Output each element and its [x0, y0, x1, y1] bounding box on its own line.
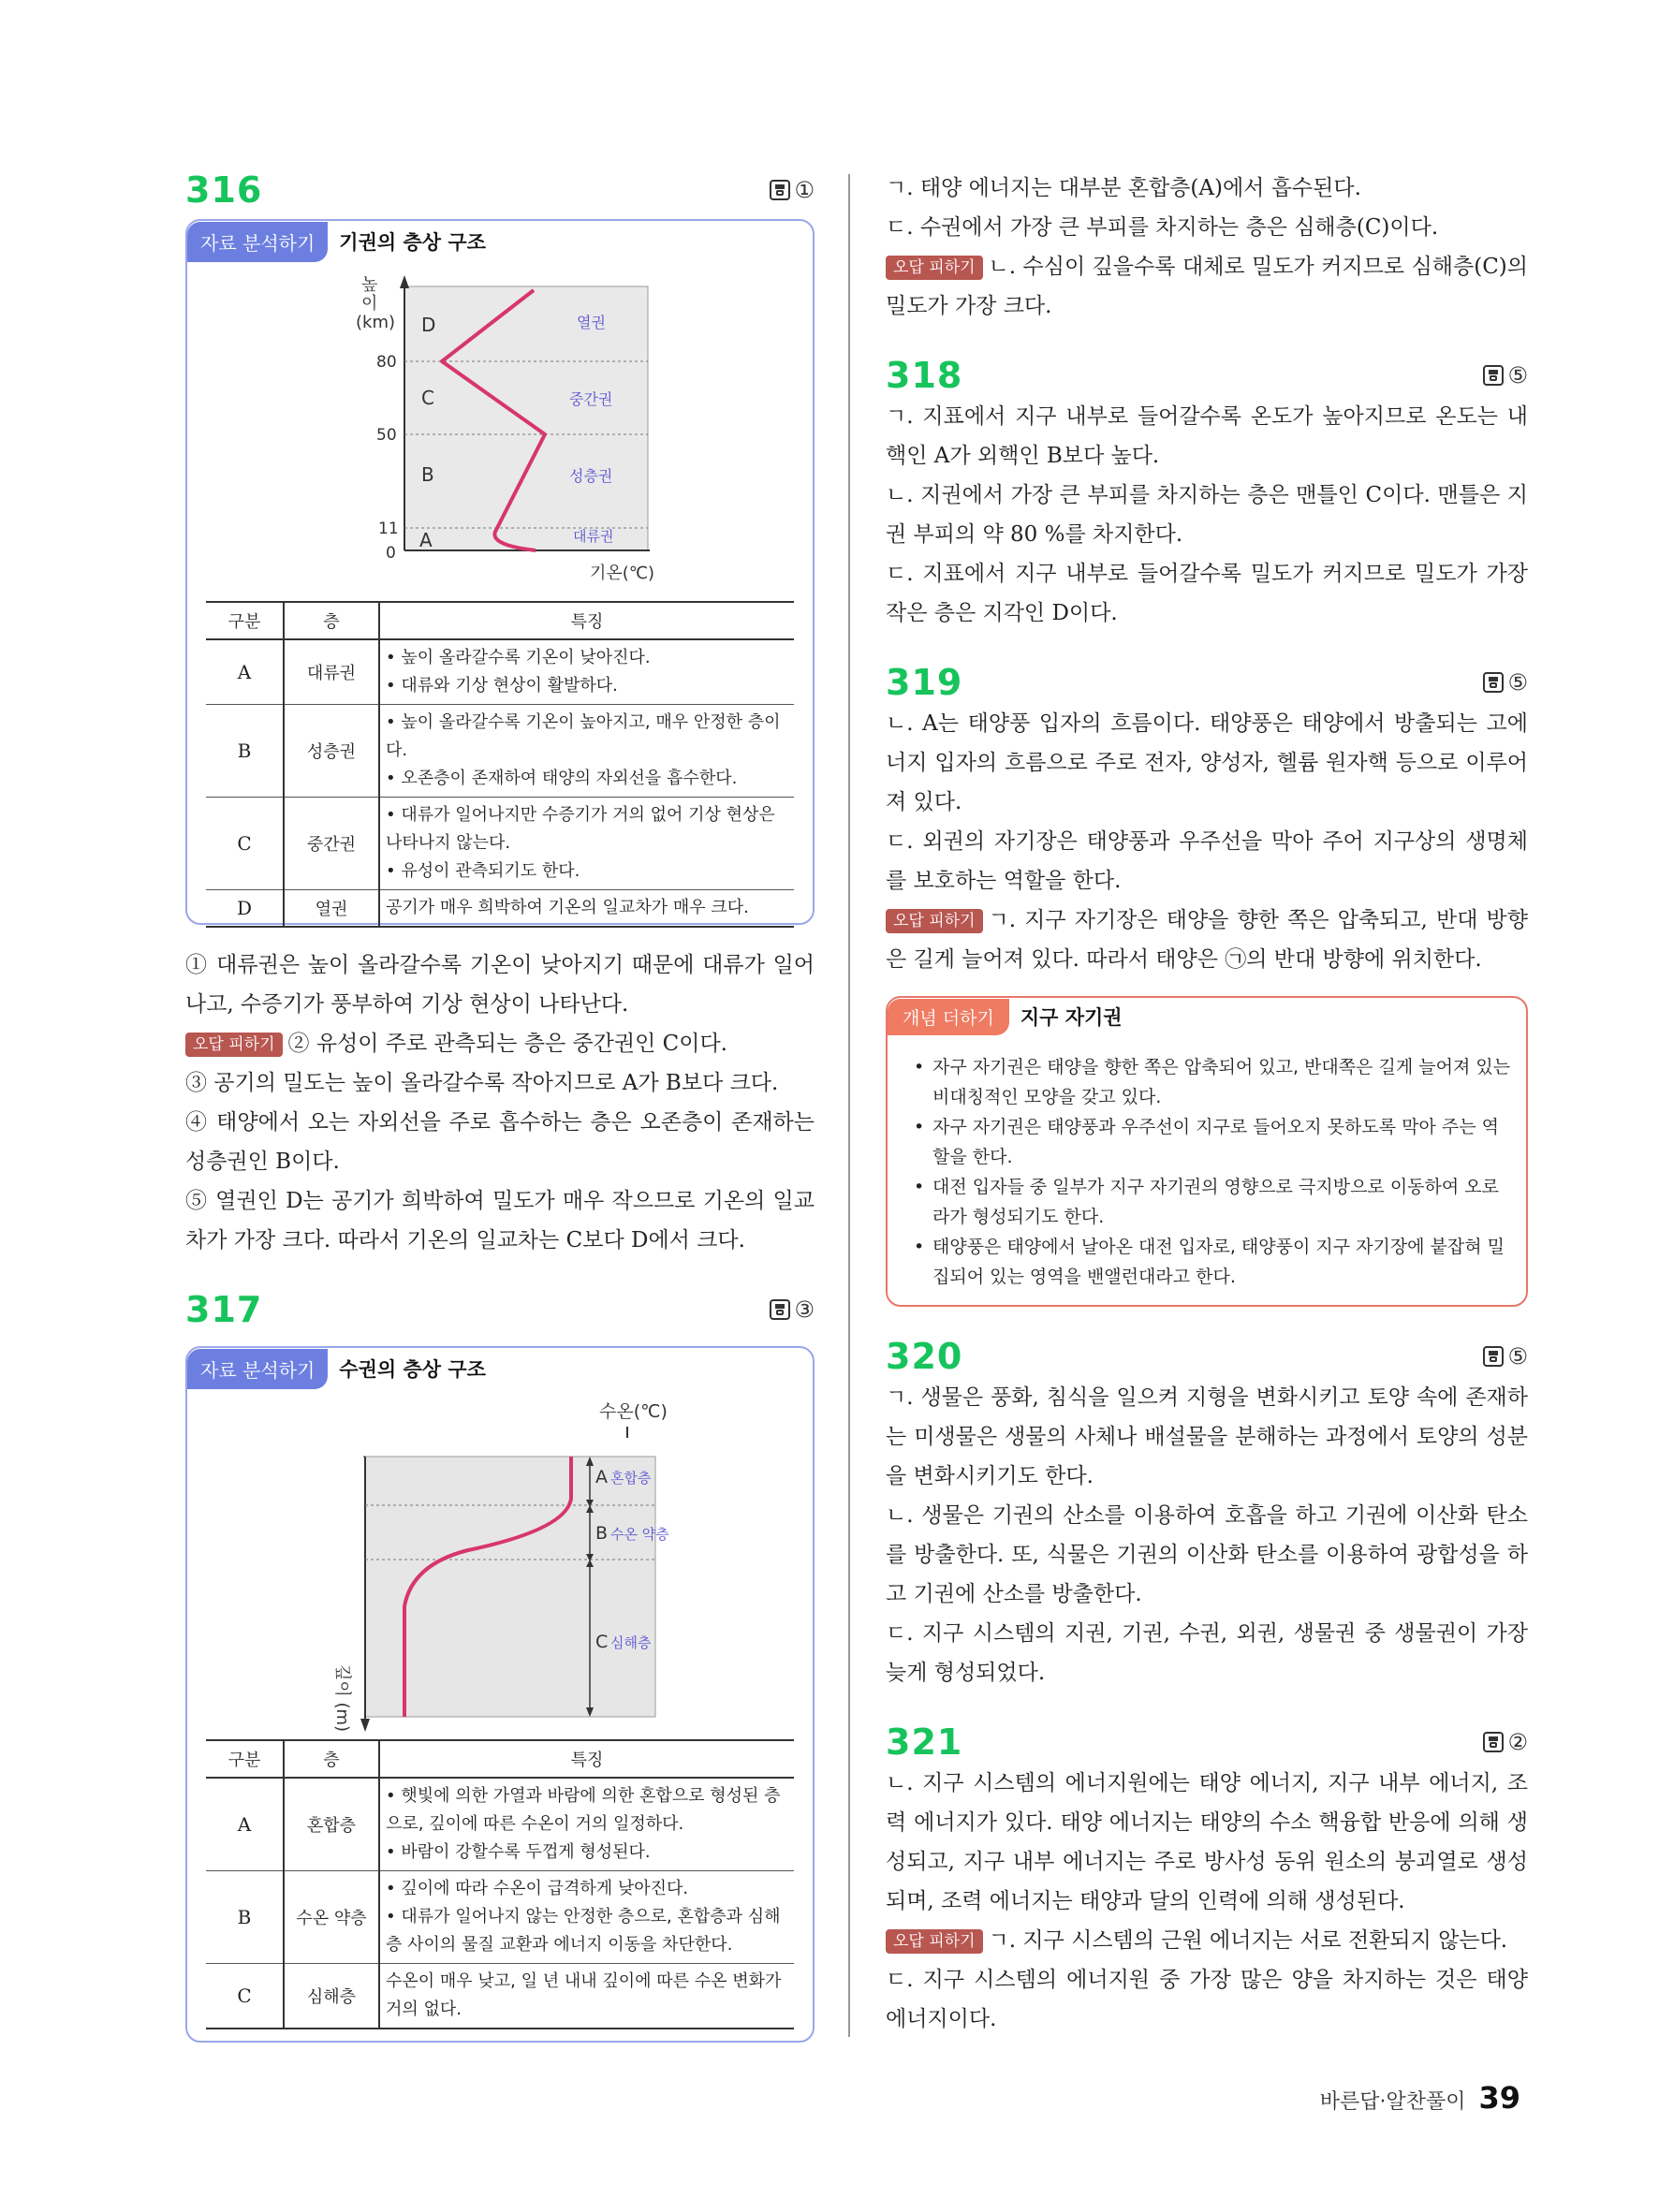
explanation-paragraph: ㄷ. 지구 시스템의 에너지원 중 가장 많은 양을 차지하는 것은 태양 에너지이다. — [886, 1968, 1528, 2031]
explanation-paragraph — [886, 247, 1528, 326]
column-divider — [848, 174, 850, 2037]
layer-name-a: 혼합층 — [610, 1470, 652, 1487]
analysis-tag: 자료 분석하기 — [187, 1349, 328, 1389]
q318-answer-value: ⑤ — [1507, 362, 1528, 388]
explanation-text: ㄱ. 지구 시스템의 근원 에너지는 서로 전환되지 않는다. — [988, 1928, 1508, 1953]
q318-explanations — [886, 397, 1528, 633]
row-id: A — [206, 639, 284, 705]
q321-answer — [1483, 1729, 1528, 1755]
q319-header — [886, 661, 1528, 704]
explanation-paragraph: ㄴ. A는 태양풍 입자의 흐름이다. 태양풍은 태양에서 방출되는 고에너지 입자의 흐름으로 주로 전자, 양성자, 헬륨 원자핵 등으로 이루어져 있다. — [886, 711, 1528, 814]
q318-header — [886, 354, 1528, 397]
table-header-row — [206, 602, 794, 639]
explanation-paragraph — [886, 901, 1528, 979]
q318-number: 318 — [886, 355, 963, 396]
q317-table — [206, 1739, 794, 2029]
table-row — [206, 1964, 794, 2029]
layer-letter-a: A — [595, 1467, 608, 1487]
feature-line: • 대류와 기상 현상이 활발하다. — [386, 676, 618, 696]
y-axis-arrow — [400, 275, 409, 288]
explanation-text: ㄴ. 수심이 깊을수록 대체로 밀도가 커지므로 심해층(C)의 밀도가 가장 크다. — [886, 255, 1528, 318]
q316-header — [185, 168, 815, 212]
layer-name-b: 수온 약층 — [610, 1526, 669, 1543]
layer-letter-b: B — [421, 463, 434, 486]
feature-line: • 유성이 관측되기도 한다. — [386, 861, 580, 881]
analysis-title: 기권의 층상 구조 — [339, 231, 486, 254]
row-id: D — [206, 890, 284, 928]
right-column — [886, 168, 1528, 2039]
row-features — [379, 798, 794, 890]
chart-plot-area — [365, 1457, 655, 1717]
hydrosphere-chart — [187, 1391, 813, 1734]
feature-line: • 대류가 일어나지만 수증기가 거의 없어 기상 현상은 나타나지 않는다. — [386, 805, 775, 853]
analysis-tag: 자료 분석하기 — [187, 222, 328, 262]
row-layer: 성층권 — [284, 705, 379, 798]
list-item: • 대전 입자들 중 일부가 지구 자기권의 영향으로 극지방으로 이동하여 오로라가 형성되기도 한다. — [914, 1172, 1513, 1232]
row-features — [379, 1778, 794, 1871]
explanation-paragraph: ㄷ. 수권에서 가장 큰 부피를 차지하는 층은 심해층(C)이다. — [886, 215, 1439, 240]
explanation-paragraph: ① 대류권은 높이 올라갈수록 기온이 낮아지기 때문에 대류가 일어나고, 수증기가 풍부하여 기상 현상이 나타난다. — [185, 953, 815, 1017]
col-header-feature: 특징 — [379, 1740, 794, 1778]
q320-answer — [1483, 1343, 1528, 1370]
table-row — [206, 1778, 794, 1871]
x-axis-label: 기온(℃) — [590, 564, 655, 583]
q321-answer-value: ② — [1507, 1729, 1528, 1755]
col-header-feature: 특징 — [379, 602, 794, 639]
concept-box — [886, 996, 1528, 1307]
layer-name-c: 심해층 — [610, 1634, 652, 1651]
q317-analysis-box — [185, 1346, 815, 2043]
row-layer: 중간권 — [284, 798, 379, 890]
layer-letter-d: D — [421, 314, 436, 336]
feature-line: • 햇빛에 의한 가열과 바람에 의한 혼합으로 형성된 층으로, 깊이에 따른 수온이 거의 일정하다. — [386, 1786, 781, 1834]
feature-line: • 오존층이 존재하여 태양의 자외선을 흡수한다. — [386, 769, 738, 788]
feature-line: • 높이 올라갈수록 기온이 높아지고, 매우 안정한 층이다. — [386, 712, 781, 760]
feature-line: • 깊이에 따라 수온이 급격하게 낮아진다. — [386, 1879, 689, 1898]
layer-name-d: 열권 — [577, 314, 606, 331]
answer-icon — [770, 180, 790, 200]
y-axis-arrow — [360, 1719, 370, 1732]
q321-explanations — [886, 1764, 1528, 2039]
q316-analysis-head — [187, 221, 813, 262]
row-id: B — [206, 1871, 284, 1964]
footer-label: 바른답·알찬풀이 — [1319, 2090, 1466, 2114]
explanation-text: ② 유성이 주로 관측되는 층은 중간권인 C이다. — [287, 1032, 727, 1056]
answer-icon — [1483, 1732, 1504, 1752]
tick-80: 80 — [376, 353, 397, 372]
row-features — [379, 1964, 794, 2029]
explanation-paragraph: ⑤ 열권인 D는 공기가 희박하여 밀도가 매우 작으므로 기온의 일교차가 가장 크다. 따라서 기온의 일교차는 C보다 D에서 크다. — [185, 1189, 815, 1252]
q317-number: 317 — [185, 1289, 263, 1330]
q320-header — [886, 1335, 1528, 1378]
feature-line: 공기가 매우 희박하여 기온의 일교차가 매우 크다. — [386, 898, 749, 917]
answer-icon — [1483, 1346, 1504, 1367]
list-item: • 자구 자기권은 태양풍과 우주선이 지구로 들어오지 못하도록 막아 주는 역할을 한다. — [914, 1112, 1513, 1172]
q316-explanations — [185, 945, 815, 1260]
feature-line: • 대류가 일어나지 않는 안정한 층으로, 혼합층과 심해층 사이의 물질 교환과 에너지 이동을 차단한다. — [386, 1907, 781, 1955]
page-number: 39 — [1478, 2080, 1520, 2116]
q321-number: 321 — [886, 1721, 963, 1763]
page-footer — [1320, 2080, 1520, 2116]
table-row — [206, 798, 794, 890]
left-column — [185, 168, 815, 2019]
tick-11: 11 — [378, 520, 399, 538]
q317-header — [185, 1288, 815, 1331]
analysis-title: 수권의 층상 구조 — [339, 1358, 486, 1381]
explanation-paragraph — [185, 1024, 815, 1063]
explanation-paragraph: ㄱ. 생물은 풍화, 침식을 일으켜 지형을 변화시키고 토양 속에 존재하는 미생물은 생물의 사체나 배설물을 분해하는 과정에서 토양의 성분을 변화시키기도 한다. — [886, 1385, 1528, 1488]
row-id: B — [206, 705, 284, 798]
q321-header — [886, 1721, 1528, 1764]
q316-answer-value: ① — [794, 177, 815, 203]
row-layer: 혼합층 — [284, 1778, 379, 1871]
concept-head — [888, 998, 1526, 1035]
answer-icon — [770, 1299, 790, 1320]
explanation-paragraph: ㄴ. 지권에서 가장 큰 부피를 차지하는 층은 맨틀인 C이다. 맨틀은 지권 부피의 약 80 %를 차지한다. — [886, 483, 1528, 547]
table-row — [206, 639, 794, 705]
concept-tag: 개념 더하기 — [888, 999, 1009, 1035]
q316-table — [206, 601, 794, 928]
col-header-layer: 층 — [284, 602, 379, 639]
list-item: • 태양풍은 태양에서 날아온 대전 입자로, 태양풍이 지구 자기장에 붙잡혀 밀집되어 있는 영역을 밴앨런대라고 한다. — [914, 1232, 1513, 1292]
row-features — [379, 639, 794, 705]
row-features — [379, 1871, 794, 1964]
row-id: C — [206, 1964, 284, 2029]
row-layer: 심해층 — [284, 1964, 379, 2029]
q317-explanations — [886, 168, 1528, 326]
q317-answer-value: ③ — [794, 1296, 815, 1323]
row-features — [379, 890, 794, 928]
concept-list — [914, 1052, 1513, 1292]
wrong-answer-tag: 오답 피하기 — [886, 256, 983, 280]
explanation-paragraph: ㄴ. 지구 시스템의 에너지원에는 태양 에너지, 지구 내부 에너지, 조력 에너지가 있다. 태양 에너지는 태양의 수소 핵융합 반응에 의해 생성되고, 지구 내부 에너지는 주로 방사성 동위 원소의 붕괴열로 생성되며, 조력 에너지는 태양과 달의 인력에 의해 생성된다. — [886, 1771, 1528, 1913]
row-layer: 수온 약층 — [284, 1871, 379, 1964]
col-header-category: 구분 — [206, 602, 284, 639]
wrong-answer-tag: 오답 피하기 — [886, 1929, 983, 1954]
row-layer: 열권 — [284, 890, 379, 928]
layer-name-b: 성층권 — [569, 467, 613, 485]
layer-letter-b: B — [595, 1523, 609, 1544]
explanation-text: ㄱ. 지구 자기장은 태양을 향한 쪽은 압축되고, 반대 방향은 길게 늘어져 있다. 따라서 태양은 ㉠의 반대 방향에 위치한다. — [886, 908, 1528, 972]
table-row — [206, 890, 794, 928]
feature-line: • 바람이 강할수록 두껍게 형성된다. — [386, 1842, 651, 1862]
answer-icon — [1483, 365, 1504, 386]
q319-answer — [1483, 669, 1528, 696]
q316-answer — [770, 177, 815, 203]
layer-letter-c: C — [595, 1632, 609, 1652]
y-axis-label: 높 이 (km) — [356, 275, 396, 332]
row-features — [379, 705, 794, 798]
x-axis-label: 수온(℃) — [599, 1401, 668, 1422]
chart-plot-area — [404, 286, 648, 550]
explanation-paragraph: ㄷ. 외권의 자기장은 태양풍과 우주선을 막아 주어 지구상의 생명체를 보호하는 역할을 한다. — [886, 829, 1528, 893]
atmosphere-chart — [187, 268, 816, 595]
wrong-answer-tag: 오답 피하기 — [886, 909, 983, 933]
table-row — [206, 705, 794, 798]
layer-name-a: 대류권 — [573, 528, 614, 545]
q320-explanations — [886, 1378, 1528, 1692]
row-id: A — [206, 1778, 284, 1871]
explanation-paragraph — [886, 1921, 1528, 1960]
q320-answer-value: ⑤ — [1507, 1343, 1528, 1370]
explanation-paragraph: ㄴ. 생물은 기권의 산소를 이용하여 호흡을 하고 기권에 이산화 탄소를 방출한다. 또, 식물은 기권의 이산화 탄소를 이용하여 광합성을 하고 기권에 산소를 방출한다. — [886, 1503, 1528, 1606]
feature-line: 수온이 매우 낮고, 일 년 내내 깊이에 따른 수온 변화가 거의 없다. — [386, 1971, 782, 2019]
concept-title: 지구 자기권 — [1020, 1006, 1123, 1029]
list-item: • 자구 자기권은 태양을 향한 쪽은 압축되어 있고, 반대쪽은 길게 늘어져 있는 비대칭적인 모양을 갖고 있다. — [914, 1052, 1513, 1112]
col-header-category: 구분 — [206, 1740, 284, 1778]
row-id: C — [206, 798, 284, 890]
q318-answer — [1483, 362, 1528, 388]
table-row — [206, 1871, 794, 1964]
answer-icon — [1483, 672, 1504, 693]
wrong-answer-tag: 오답 피하기 — [185, 1033, 283, 1057]
explanation-paragraph: ㄱ. 지표에서 지구 내부로 들어갈수록 온도가 높아지므로 온도는 내핵인 A가 외핵인 B보다 높다. — [886, 404, 1528, 468]
tick-50: 50 — [376, 426, 397, 445]
layer-letter-a: A — [419, 529, 433, 551]
layer-letter-c: C — [421, 387, 434, 409]
col-header-layer: 층 — [284, 1740, 379, 1778]
q319-answer-value: ⑤ — [1507, 669, 1528, 696]
q320-number: 320 — [886, 1336, 963, 1377]
explanation-paragraph: ㄷ. 지구 시스템의 지권, 기권, 수권, 외권, 생물권 중 생물권이 가장 늦게 형성되었다. — [886, 1621, 1528, 1685]
feature-line: • 높이 올라갈수록 기온이 낮아진다. — [386, 648, 651, 667]
explanation-paragraph: ③ 공기의 밀도는 높이 올라갈수록 작아지므로 A가 B보다 크다. — [185, 1071, 779, 1095]
q319-number: 319 — [886, 662, 963, 703]
q316-analysis-box — [185, 219, 815, 925]
q319-explanations — [886, 704, 1528, 979]
explanation-paragraph: ④ 태양에서 오는 자외선을 주로 흡수하는 층은 오존층이 존재하는 성층권인 B이다. — [185, 1110, 815, 1174]
table-header-row — [206, 1740, 794, 1778]
explanation-paragraph: ㄷ. 지표에서 지구 내부로 들어갈수록 밀도가 커지므로 밀도가 가장 작은 층은 지각인 D이다. — [886, 562, 1528, 625]
q316-number: 316 — [185, 169, 263, 211]
tick-0: 0 — [386, 544, 396, 563]
y-axis-label: 깊이 (m) — [332, 1664, 352, 1733]
row-layer: 대류권 — [284, 639, 379, 705]
q317-analysis-head — [187, 1348, 813, 1389]
explanation-paragraph: ㄱ. 태양 에너지는 대부분 혼합층(A)에서 흡수된다. — [886, 176, 1361, 200]
q317-answer — [770, 1296, 815, 1323]
layer-name-c: 중간권 — [569, 390, 613, 408]
